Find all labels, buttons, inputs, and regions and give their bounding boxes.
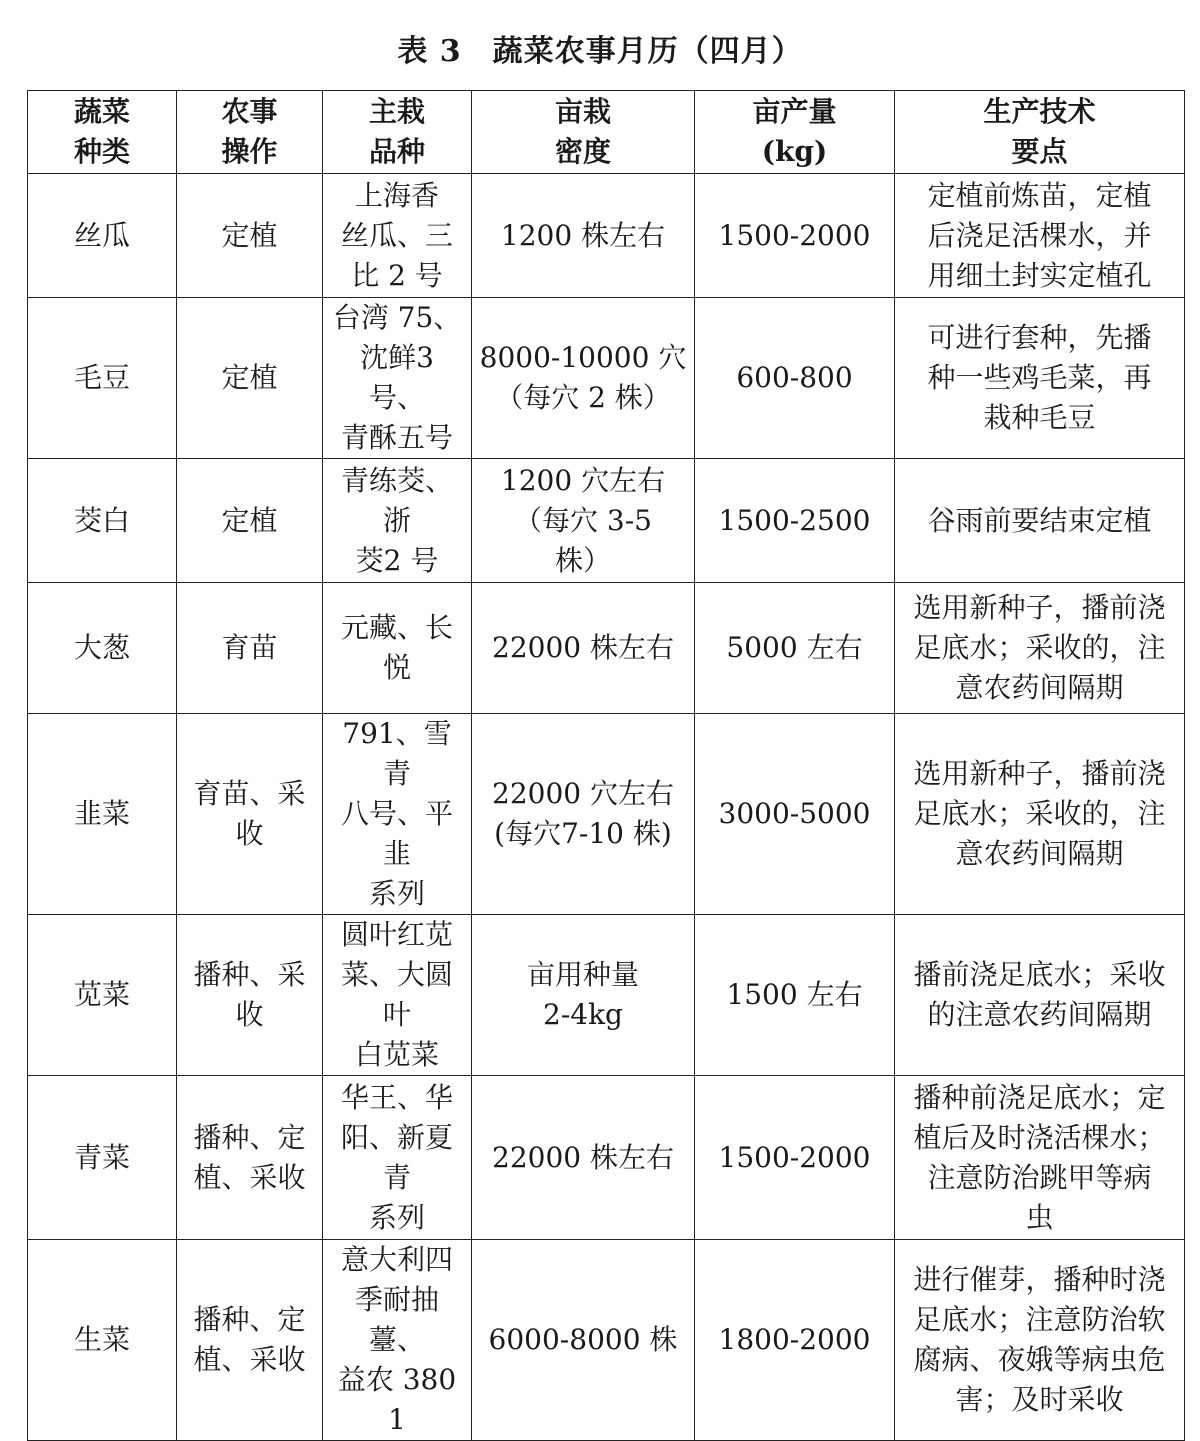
cell-yield-line: 5000 左右 <box>726 631 863 664</box>
cell-vegetable-line: 毛豆 <box>73 361 130 394</box>
cell-density <box>472 174 695 298</box>
cell-yield <box>695 174 895 298</box>
cell-variety-line: 意大利四 <box>340 1243 453 1276</box>
cell-technique-line: 可进行套种，先播 <box>927 321 1152 354</box>
cell-vegetable-line: 丝瓜 <box>73 218 130 252</box>
cell-technique <box>895 915 1185 1076</box>
table-title: 表 3 蔬菜农事月历（四月） <box>397 34 803 69</box>
header-technique: 生产技术 要点 <box>895 91 1185 174</box>
cell-vegetable-line: 韭菜 <box>73 797 130 830</box>
cell-variety-line: 沈鲜3 号、 <box>360 341 434 414</box>
cell-technique-line: 的注意农药间隔期 <box>927 998 1152 1031</box>
cell-operation-line: 定植 <box>221 503 278 537</box>
cell-density <box>472 714 695 915</box>
cell-variety-line: 白苋菜 <box>354 1038 439 1071</box>
cell-variety-line: 八号、平韭 <box>340 797 453 870</box>
cell-variety-line: 茭2 号 <box>355 543 439 577</box>
cell-vegetable <box>28 174 177 298</box>
cell-variety <box>323 1240 472 1441</box>
cell-vegetable <box>28 1240 177 1441</box>
cell-yield-line: 3000-5000 <box>718 797 871 830</box>
cell-yield-line: 600-800 <box>736 361 853 394</box>
cell-technique <box>895 174 1185 298</box>
cell-vegetable <box>28 298 177 459</box>
cell-yield-line: 1500-2500 <box>718 503 871 537</box>
cell-technique-line: 注意防治跳甲等病 <box>927 1160 1152 1194</box>
cell-variety-line: 阳、新夏青 <box>340 1120 453 1194</box>
cell-technique-line: 定植前炼苗，定植 <box>927 178 1152 212</box>
cell-technique-line: 足底水；采收的，注 <box>913 797 1166 830</box>
cell-variety <box>323 714 472 915</box>
cell-technique-line: 意农药间隔期 <box>955 671 1124 704</box>
cell-yield <box>695 1076 895 1240</box>
cell-operation-line: 定植 <box>221 361 278 394</box>
cell-yield <box>695 714 895 915</box>
cell-variety <box>323 583 472 714</box>
cell-operation-line: 收 <box>235 817 264 850</box>
cell-vegetable <box>28 1076 177 1240</box>
cell-density-line: 2-4kg <box>543 998 623 1031</box>
cell-technique-line: 意农药间隔期 <box>955 837 1124 870</box>
cell-technique-line: 播种前浇足底水；定 <box>913 1080 1166 1114</box>
cell-technique-line: 种一些鸡毛菜，再 <box>927 361 1152 394</box>
header-variety: 主栽 品种 <box>323 91 472 174</box>
cell-operation-line: 播种、定 <box>193 1303 306 1336</box>
cell-density-line: 6000-8000 株 <box>488 1323 678 1356</box>
cell-variety-line: 圆叶红苋 <box>340 918 453 951</box>
cell-vegetable-line: 大葱 <box>73 631 130 664</box>
cell-yield-line: 1500 左右 <box>726 978 863 1011</box>
cell-variety <box>323 174 472 298</box>
cell-operation <box>177 714 323 915</box>
cell-density-line: （每穴 3-5 <box>514 503 652 537</box>
cell-operation-line: 播种、采 <box>193 958 306 991</box>
cell-operation <box>177 298 323 459</box>
cell-operation <box>177 915 323 1076</box>
vegetable-calendar-table <box>27 90 1185 1441</box>
cell-technique-line: 害；及时采收 <box>955 1383 1124 1416</box>
cell-density-line: 1200 穴左右 <box>500 463 666 497</box>
cell-variety-line: 比 2 号 <box>351 258 443 292</box>
cell-variety-line: 系列 <box>368 877 425 910</box>
table-row <box>28 1240 1185 1441</box>
cell-operation-line: 育苗 <box>221 631 278 664</box>
cell-operation <box>177 583 323 714</box>
cell-operation <box>177 1076 323 1240</box>
cell-density-line: （每穴 2 株） <box>495 381 671 414</box>
cell-density <box>472 459 695 583</box>
cell-technique-line: 植后及时浇活棵水； <box>913 1120 1166 1154</box>
header-operation: 农事 操作 <box>177 91 323 174</box>
cell-variety-line: 丝瓜、三 <box>340 218 453 252</box>
cell-technique-line: 栽种毛豆 <box>983 401 1096 434</box>
cell-technique <box>895 583 1185 714</box>
cell-yield-line: 1800-2000 <box>718 1323 871 1356</box>
cell-density-line: 22000 穴左右 <box>492 777 674 810</box>
cell-vegetable-line: 生菜 <box>73 1323 130 1356</box>
cell-yield-line: 1500-2000 <box>718 1140 871 1174</box>
header-row <box>28 91 1185 174</box>
cell-density <box>472 1076 695 1240</box>
cell-operation-line: 定植 <box>221 218 278 252</box>
cell-variety-line: 华王、华 <box>340 1080 453 1114</box>
cell-density <box>472 298 695 459</box>
cell-technique-line: 选用新种子，播前浇 <box>913 757 1166 790</box>
cell-operation-line: 播种、定 <box>193 1120 306 1154</box>
table-row <box>28 298 1185 459</box>
cell-variety-line: 元藏、长悦 <box>340 611 453 684</box>
cell-variety <box>323 459 472 583</box>
cell-density <box>472 915 695 1076</box>
header-yield: 亩产量 (kg) <box>695 91 895 174</box>
cell-density-line: 亩用种量 <box>526 958 639 991</box>
cell-variety-line: 系列 <box>368 1200 425 1234</box>
cell-technique <box>895 459 1185 583</box>
cell-technique-line: 谷雨前要结束定植 <box>927 503 1152 537</box>
cell-operation <box>177 459 323 583</box>
cell-variety <box>323 1076 472 1240</box>
cell-vegetable <box>28 459 177 583</box>
cell-operation-line: 收 <box>235 998 264 1031</box>
cell-technique-line: 选用新种子，播前浇 <box>913 591 1166 624</box>
cell-yield <box>695 1240 895 1441</box>
cell-technique <box>895 714 1185 915</box>
table-row <box>28 714 1185 915</box>
cell-technique-line: 后浇足活棵水，并 <box>927 218 1152 252</box>
cell-yield <box>695 459 895 583</box>
table-row <box>28 915 1185 1076</box>
cell-variety-line: 青练茭、浙 <box>340 463 453 537</box>
cell-variety-line: 菜、大圆叶 <box>340 958 453 1031</box>
cell-technique-line: 足底水；注意防治软 <box>913 1303 1166 1336</box>
cell-yield-line: 1500-2000 <box>718 218 871 252</box>
cell-density-line: (每穴7-10 株) <box>494 817 672 850</box>
cell-variety-line: 台湾 75、 <box>332 301 462 334</box>
header-density: 亩栽 密度 <box>472 91 695 174</box>
cell-technique <box>895 1240 1185 1441</box>
cell-technique-line: 虫 <box>1025 1200 1054 1234</box>
cell-technique-line: 用细土封实定植孔 <box>927 258 1152 292</box>
table-row <box>28 583 1185 714</box>
cell-operation-line: 植、采收 <box>193 1160 306 1194</box>
cell-technique-line: 进行催芽，播种时浇 <box>913 1263 1166 1296</box>
cell-density-line: 22000 株左右 <box>492 631 674 664</box>
table-row <box>28 174 1185 298</box>
table-row <box>28 1076 1185 1240</box>
cell-operation <box>177 174 323 298</box>
cell-variety-line: 791、雪青 <box>342 717 452 790</box>
cell-variety-line: 上海香 <box>354 178 439 212</box>
cell-vegetable <box>28 714 177 915</box>
cell-operation-line: 育苗、采 <box>193 777 306 810</box>
cell-technique-line: 足底水；采收的，注 <box>913 631 1166 664</box>
cell-density <box>472 1240 695 1441</box>
cell-operation <box>177 1240 323 1441</box>
cell-vegetable-line: 苋菜 <box>73 978 130 1011</box>
cell-technique-line: 腐病、夜娥等病虫危 <box>913 1343 1166 1376</box>
cell-density-line: 22000 株左右 <box>492 1140 674 1174</box>
cell-variety-line: 益农 3801 <box>337 1363 457 1436</box>
cell-density-line: 8000-10000 穴 <box>479 341 687 374</box>
cell-density-line: 1200 株左右 <box>500 218 666 252</box>
table-row <box>28 459 1185 583</box>
cell-density <box>472 583 695 714</box>
cell-technique <box>895 1076 1185 1240</box>
cell-technique <box>895 298 1185 459</box>
cell-yield <box>695 298 895 459</box>
cell-vegetable <box>28 915 177 1076</box>
cell-variety-line: 青酥五号 <box>340 421 453 454</box>
cell-yield <box>695 583 895 714</box>
cell-variety-line: 季耐抽薹、 <box>354 1283 439 1356</box>
header-vegetable: 蔬菜 种类 <box>28 91 177 174</box>
cell-vegetable <box>28 583 177 714</box>
cell-variety <box>323 298 472 459</box>
cell-density-line: 株） <box>554 543 611 577</box>
cell-vegetable-line: 青菜 <box>73 1140 130 1174</box>
cell-vegetable-line: 茭白 <box>73 503 130 537</box>
cell-operation-line: 植、采收 <box>193 1343 306 1376</box>
cell-technique-line: 播前浇足底水；采收 <box>913 958 1166 991</box>
cell-yield <box>695 915 895 1076</box>
cell-variety <box>323 915 472 1076</box>
